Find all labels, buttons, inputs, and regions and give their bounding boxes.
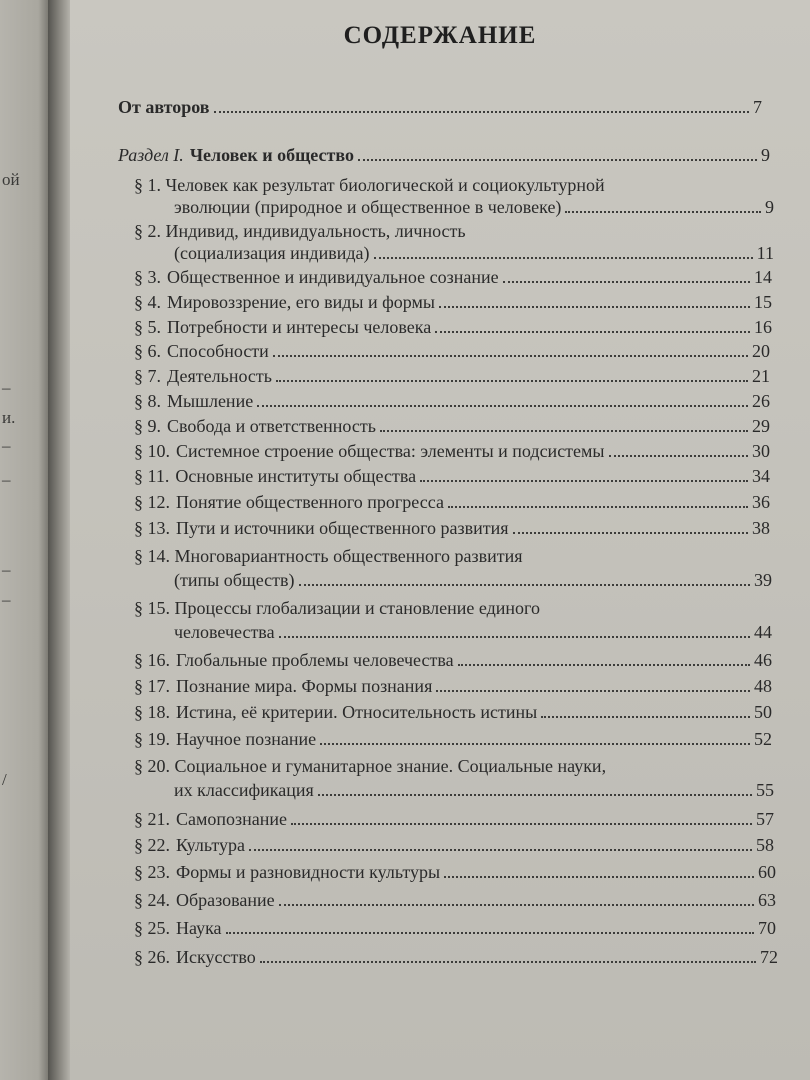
leader-dots: [291, 808, 752, 825]
toc-page-number: 38: [752, 518, 770, 538]
toc-entry-title: Способности: [167, 341, 269, 361]
toc-section-prefix: Раздел I.: [118, 145, 184, 165]
toc-entry-title: Системное строение общества: элементы и подсистемы: [176, 441, 605, 461]
toc-entry-paragraph-17[interactable]: [134, 675, 772, 697]
toc-page-number: 30: [752, 441, 770, 461]
leader-dots: [279, 889, 754, 906]
left-page-fragment: –: [2, 436, 11, 455]
leader-dots: [273, 340, 748, 357]
left-page-fragment: –: [2, 378, 11, 397]
toc-page-number: 26: [752, 391, 770, 411]
leader-dots: [358, 144, 757, 161]
toc-entry-title: (типы обществ): [174, 570, 295, 590]
leader-dots: [276, 365, 748, 382]
toc-entry-title: Наука: [176, 918, 222, 938]
toc-entry-title: человечества: [174, 622, 275, 642]
toc-entry-number: § 14.: [134, 546, 170, 566]
toc-entry-paragraph-13[interactable]: [134, 517, 770, 539]
leader-dots: [444, 861, 754, 878]
toc-entry-title: Понятие общественного прогресса: [176, 492, 444, 512]
left-page-fragment: /: [2, 770, 7, 789]
toc-entry-authors[interactable]: [118, 96, 762, 118]
toc-entry-paragraph-15[interactable]: [134, 597, 772, 643]
toc-entry-paragraph-23[interactable]: [134, 861, 776, 883]
page-title: СОДЕРЖАНИЕ: [343, 22, 537, 49]
toc-entry-paragraph-3[interactable]: [134, 266, 772, 288]
toc-entry-paragraph-1[interactable]: [134, 174, 774, 218]
toc-entry-paragraph-16[interactable]: [134, 649, 772, 671]
left-page-fragment: и.: [2, 408, 16, 427]
toc-entry-number: § 15.: [134, 598, 170, 618]
toc-entry-title: Человек и общество: [189, 145, 354, 165]
toc-entry-paragraph-8[interactable]: [134, 390, 770, 412]
toc-entry-title-line1: Индивид, индивидуальность, личность: [165, 221, 466, 241]
toc-entry-number: § 25.: [134, 918, 170, 938]
toc-page-number: 44: [754, 622, 772, 642]
toc-entry-paragraph-18[interactable]: [134, 701, 772, 723]
toc-page-number: 57: [756, 809, 774, 829]
toc-entry-number: § 23.: [134, 862, 170, 882]
toc-entry-number: § 8.: [134, 391, 161, 411]
leader-dots: [436, 675, 750, 692]
toc-entry-paragraph-26[interactable]: [134, 946, 778, 968]
leader-dots: [439, 291, 750, 308]
leader-dots: [448, 491, 748, 508]
toc-entry-title: Глобальные проблемы человечества: [176, 650, 454, 670]
toc-entry-title: (социализация индивида): [174, 243, 370, 263]
toc-page-number: 16: [754, 317, 772, 337]
contents-page: [70, 0, 810, 1080]
toc-entry-number: § 22.: [134, 835, 170, 855]
toc-entry-paragraph-11[interactable]: [134, 465, 770, 487]
toc-page-number: 48: [754, 676, 772, 696]
toc-entry-title-line1: Процессы глобализации и становление единого: [174, 598, 540, 618]
toc-entry-paragraph-19[interactable]: [134, 728, 772, 750]
toc-entry-paragraph-2[interactable]: [134, 220, 774, 264]
left-page-edge: [0, 0, 48, 1080]
toc-entry-number: § 16.: [134, 650, 170, 670]
toc-entry-number: § 13.: [134, 518, 170, 538]
toc-entry-title: Научное познание: [176, 729, 317, 749]
leader-dots: [374, 242, 753, 259]
toc-entry-title: Потребности и интересы человека: [167, 317, 432, 337]
toc-entry-title: Мировоззрение, его виды и формы: [167, 292, 436, 312]
toc-entry-number: § 11.: [134, 466, 170, 486]
toc-entry-title-line1: Человек как результат биологической и социокультурной: [165, 175, 605, 195]
toc-page-number: 9: [765, 197, 774, 217]
leader-dots: [609, 440, 748, 457]
leader-dots: [565, 196, 761, 213]
leader-dots: [458, 649, 750, 666]
toc-page-number: 72: [760, 947, 778, 967]
toc-page-number: 14: [754, 267, 772, 287]
left-page-fragment: –: [2, 560, 11, 579]
toc-entry-title: эволюции (природное и общественное в человеке): [174, 197, 562, 217]
toc-page-number: 36: [752, 492, 770, 512]
toc-entry-title: Образование: [176, 890, 275, 910]
toc-page-number: 52: [754, 729, 772, 749]
toc-entry-number: § 19.: [134, 729, 170, 749]
toc-entry-title-line1: Многовариантность общественного развития: [174, 546, 523, 566]
left-page-fragment: –: [2, 590, 11, 609]
toc-page-number: 63: [758, 890, 776, 910]
toc-page-number: 9: [761, 145, 770, 165]
leader-dots: [420, 465, 748, 482]
toc-entry-title: От авторов: [118, 97, 210, 117]
toc-entry-title: Истина, её критерии. Относительность истины: [176, 702, 538, 722]
toc-entry-title: Самопознание: [176, 809, 288, 829]
toc-entry-title: их классификация: [174, 780, 314, 800]
toc-entry-title: Свобода и ответственность: [167, 416, 376, 436]
toc-page-number: 39: [754, 570, 772, 590]
toc-entry-title: Познание мира. Формы познания: [176, 676, 433, 696]
toc-entry-number: § 24.: [134, 890, 170, 910]
toc-entry-number: § 12.: [134, 492, 170, 512]
toc-page-number: 70: [758, 918, 776, 938]
toc-page-number: 29: [752, 416, 770, 436]
toc-entry-number: § 1.: [134, 175, 161, 195]
book-gutter: [48, 0, 70, 1080]
toc-page-number: 46: [754, 650, 772, 670]
leader-dots: [318, 779, 752, 796]
leader-dots: [513, 517, 748, 534]
toc-entry-number: § 18.: [134, 702, 170, 722]
leader-dots: [435, 316, 750, 333]
toc-entry-paragraph-24[interactable]: [134, 889, 776, 911]
leader-dots: [279, 621, 750, 638]
toc-entry-number: § 20.: [134, 756, 170, 776]
leader-dots: [299, 569, 750, 586]
toc-entry-number: § 6.: [134, 341, 161, 361]
toc-page-number: 60: [758, 862, 776, 882]
toc-entry-paragraph-7[interactable]: [134, 365, 770, 387]
toc-entry-number: § 10.: [134, 441, 170, 461]
toc-entry-number: § 4.: [134, 292, 161, 312]
toc-entry-paragraph-21[interactable]: [134, 808, 774, 830]
toc-page-number: 15: [754, 292, 772, 312]
toc-entry-number: § 2.: [134, 221, 161, 241]
toc-page-number: 58: [756, 835, 774, 855]
left-page-fragment: –: [2, 470, 11, 489]
toc-entry-section-1[interactable]: [118, 144, 770, 166]
toc-entry-title: Основные институты общества: [175, 466, 417, 486]
toc-entry-title: Мышление: [167, 391, 254, 411]
leader-dots: [226, 917, 754, 934]
toc-entry-number: § 17.: [134, 676, 170, 696]
leader-dots: [380, 415, 748, 432]
toc-entry-paragraph-10[interactable]: [134, 440, 770, 462]
toc-entry-paragraph-6[interactable]: [134, 340, 770, 362]
leader-dots: [503, 266, 750, 283]
toc-page-number: 7: [753, 97, 762, 117]
toc-entry-paragraph-5[interactable]: [134, 316, 772, 338]
toc-entry-number: § 9.: [134, 416, 161, 436]
toc-page-number: 55: [756, 780, 774, 800]
left-page-fragment: ой: [2, 170, 20, 189]
leader-dots: [260, 946, 756, 963]
toc-page-number: 50: [754, 702, 772, 722]
leader-dots: [249, 834, 752, 851]
toc-entry-number: § 21.: [134, 809, 170, 829]
toc-entry-title: Общественное и индивидуальное сознание: [167, 267, 499, 287]
toc-entry-title-line1: Социальное и гуманитарное знание. Социальные науки,: [174, 756, 607, 776]
toc-page-number: 21: [752, 366, 770, 386]
toc-entry-paragraph-4[interactable]: [134, 291, 772, 313]
toc-entry-paragraph-9[interactable]: [134, 415, 770, 437]
toc-entry-paragraph-12[interactable]: [134, 491, 770, 513]
toc-entry-paragraph-25[interactable]: [134, 917, 776, 939]
toc-entry-title: Формы и разновидности культуры: [176, 862, 441, 882]
toc-page-number: 20: [752, 341, 770, 361]
toc-entry-title: Пути и источники общественного развития: [176, 518, 509, 538]
leader-dots: [214, 96, 749, 113]
toc-entry-title: Культура: [176, 835, 245, 855]
toc-entry-number: § 7.: [134, 366, 161, 386]
leader-dots: [320, 728, 750, 745]
leader-dots: [541, 701, 750, 718]
toc-entry-title: Искусство: [176, 947, 256, 967]
toc-page-number: 11: [756, 243, 774, 263]
toc-entry-title: Деятельность: [167, 366, 272, 386]
toc-entry-number: § 5.: [134, 317, 161, 337]
toc-entry-number: § 3.: [134, 267, 161, 287]
toc-entry-paragraph-22[interactable]: [134, 834, 774, 856]
toc-entry-number: § 26.: [134, 947, 170, 967]
toc-entry-paragraph-14[interactable]: [134, 545, 772, 591]
toc-entry-paragraph-20[interactable]: [134, 755, 774, 801]
leader-dots: [257, 390, 748, 407]
toc-page-number: 34: [752, 466, 770, 486]
